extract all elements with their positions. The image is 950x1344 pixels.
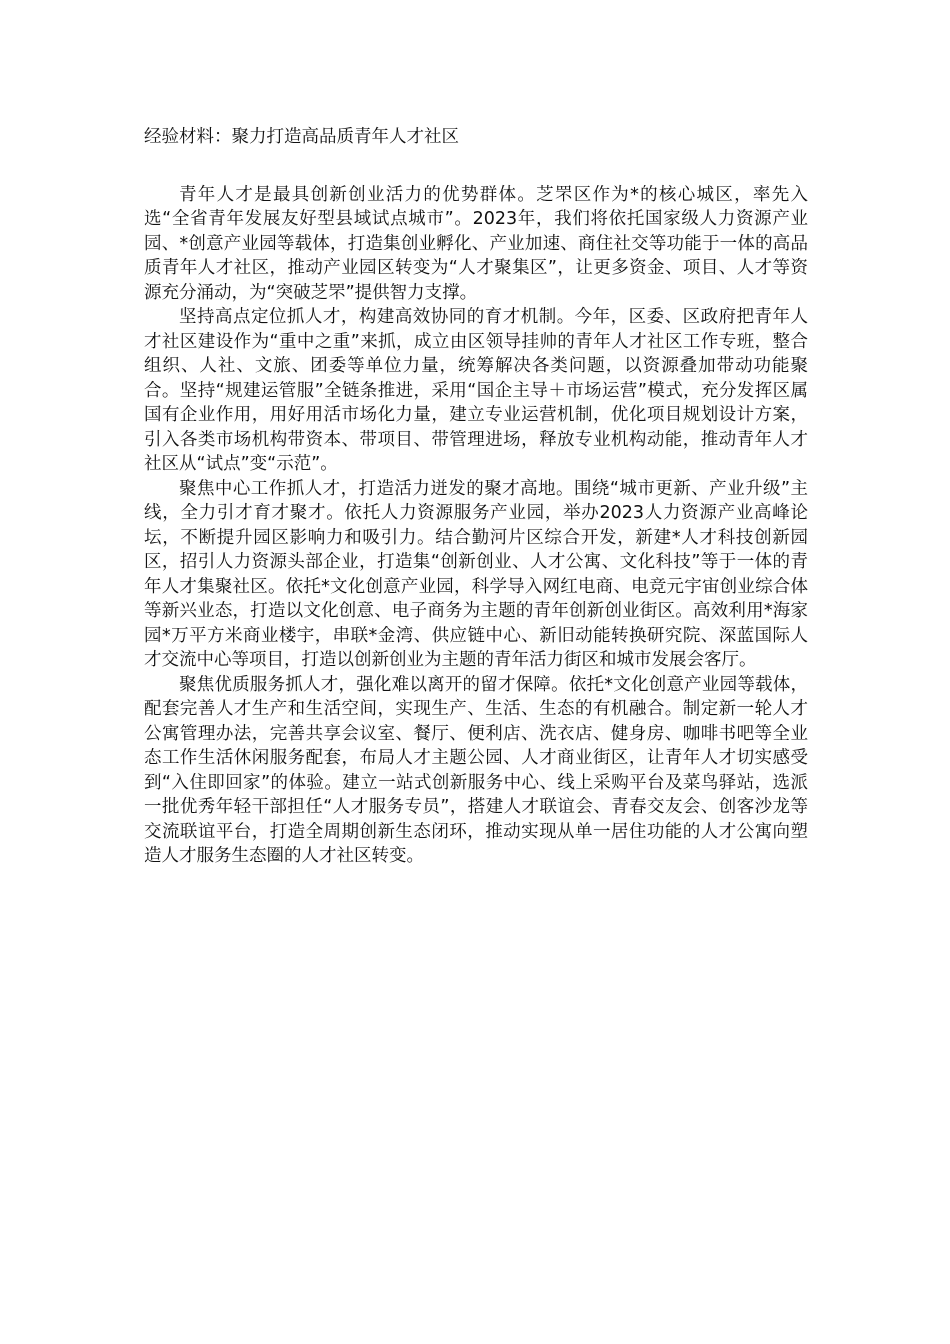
paragraph-intro: 青年人才是最具创新创业活力的优势群体。芝罘区作为*的核心城区，率先入选“全省青年发展友好型县域试点城市”。2023年，我们将依托国家级人力资源产业园、*创意产业园等载体，打造集创业孵化、产业加速、商住社交等功能于一体的高品质青年人才社区，推动产业园区转变为“人才聚集区”，让更多资金、项目、人才等资源充分涌动，为“突破芝罘”提供智力支撑。 xyxy=(144,184,808,303)
paragraph-central-work: 聚焦中心工作抓人才，打造活力迸发的聚才高地。围绕“城市更新、产业升级”主线，全力引才育才聚才。依托人力资源服务产业园，举办2023人力资源产业高峰论坛，不断提升园区影响力和吸引力。结合勤河片区综合开发，新建*人才科技创新园区，招引人力资源头部企业，打造集“创新创业、人才公寓、文化科技”等于一体的青年人才集聚社区。依托*文化创意产业园，科学导入网红电商、电竞元宇宙创业综合体等新兴业态，打造以文化创意、电子商务为主题的青年创新创业街区。高效利用*海家园*万平方米商业楼宇，串联*金湾、供应链中心、新旧动能转换研究院、深蓝国际人才交流中心等项目，打造以创新创业为主题的青年活力街区和城市发展会客厅。 xyxy=(144,478,808,670)
paragraph-quality-service: 聚焦优质服务抓人才，强化难以离开的留才保障。依托*文化创意产业园等载体，配套完善人才生产和生活空间，实现生产、生活、生态的有机融合。制定新一轮人才公寓管理办法，完善共享会议室、餐厅、便利店、洗衣店、健身房、咖啡书吧等全业态工作生活休闲服务配套，布局人才主题公园、人才商业街区，让青年人才切实感受到“入住即回家”的体验。建立一站式创新服务中心、线上采购平台及菜鸟驿站，选派一批优秀年轻干部担任“人才服务专员”，搭建人才联谊会、青春交友会、创客沙龙等交流联谊平台，打造全周期创新生态闭环，推动实现从单一居住功能的人才公寓向塑造人才服务生态圈的人才社区转变。 xyxy=(144,674,808,866)
paragraph-positioning: 坚持高点定位抓人才，构建高效协同的育才机制。今年，区委、区政府把青年人才社区建设作为“重中之重”来抓，成立由区领导挂帅的青年人才社区工作专班，整合组织、人社、文旅、团委等单位力量，统筹解决各类问题，以资源叠加带动功能聚合。坚持“规建运管服”全链条推进，采用“国企主导＋市场运营”模式，充分发挥区属国有企业作用，用好用活市场化力量，建立专业运营机制，优化项目规划设计方案，引入各类市场机构带资本、带项目、带管理进场，释放专业机构动能，推动青年人才社区从“试点”变“示范”。 xyxy=(144,307,808,474)
document-body xyxy=(144,125,808,869)
document-title: 经验材料：聚力打造高品质青年人才社区 xyxy=(144,127,459,147)
